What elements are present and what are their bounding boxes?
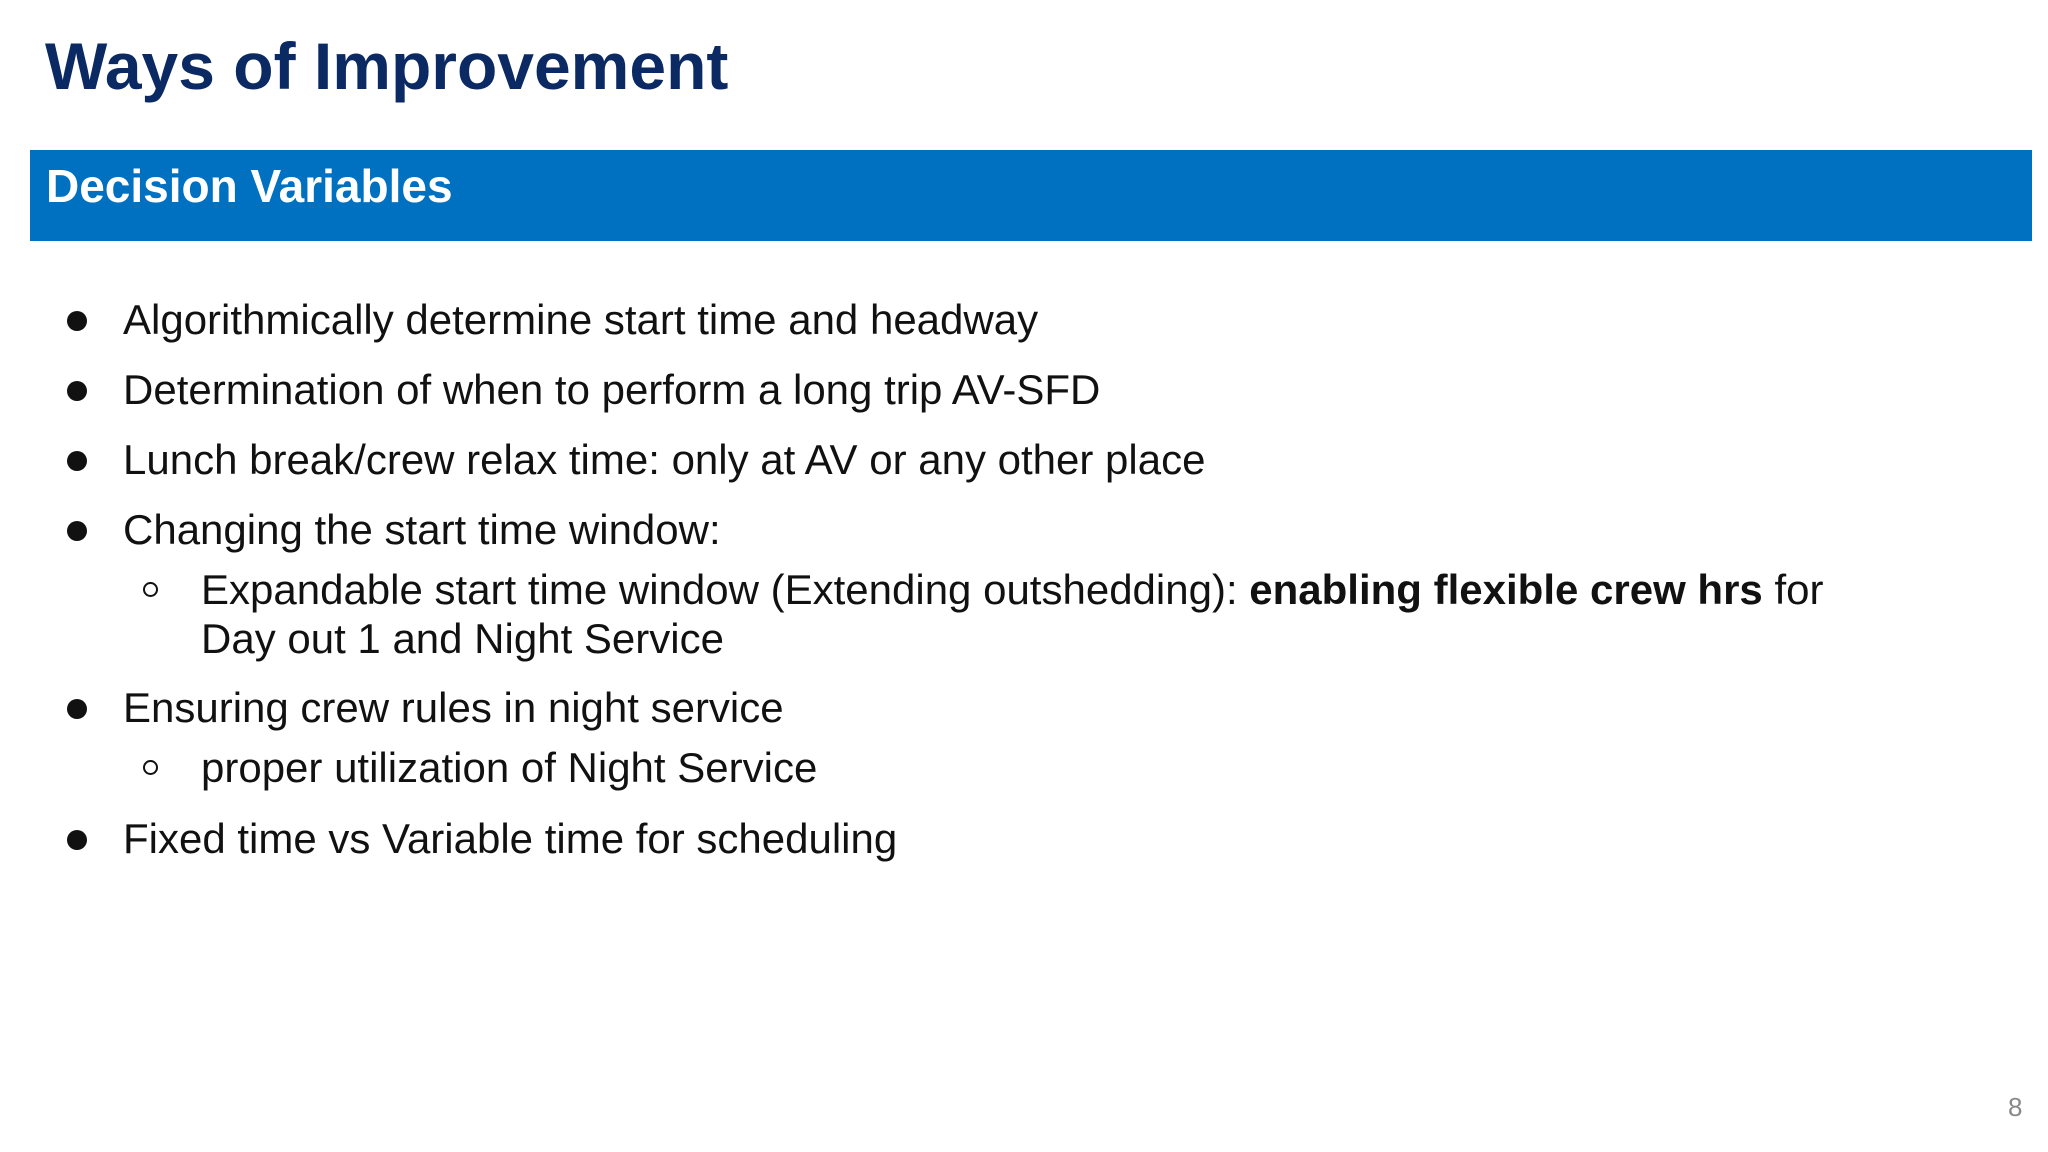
bullet-item: Lunch break/crew relax time: only at AV or any other place: [123, 436, 1206, 483]
bullet-dot-icon: [67, 311, 87, 331]
bullet-item: Fixed time vs Variable time for scheduling: [123, 815, 898, 862]
sub-bullet-bold-text: enabling flexible crew hrs: [1249, 566, 1763, 613]
slide-title: Ways of Improvement: [45, 29, 729, 103]
sub-bullet-circle-icon: [143, 760, 158, 775]
bullet-item: Algorithmically determine start time and headway: [123, 296, 1039, 343]
bullet-dot-icon: [67, 830, 87, 850]
sub-bullet-text: Expandable start time window (Extending outshedding):: [201, 566, 1250, 613]
section-header: Decision Variables: [46, 160, 453, 212]
bullet-item: Ensuring crew rules in night service: [123, 684, 784, 731]
bullet-item: Changing the start time window:: [123, 506, 721, 553]
sub-bullet-item: [201, 566, 1823, 614]
sub-bullet-text: for: [1762, 566, 1824, 613]
bullet-dot-icon: [67, 381, 87, 401]
page-number: 8: [2008, 1092, 2023, 1122]
sub-bullet-item-continuation: Day out 1 and Night Service: [201, 615, 724, 662]
sub-bullet-item: proper utilization of Night Service: [201, 744, 818, 791]
bullet-dot-icon: [67, 451, 87, 471]
bullet-dot-icon: [67, 521, 87, 541]
bullet-item: Determination of when to perform a long trip AV-SFD: [123, 366, 1101, 413]
sub-bullet-circle-icon: [143, 582, 158, 597]
bullet-dot-icon: [67, 699, 87, 719]
